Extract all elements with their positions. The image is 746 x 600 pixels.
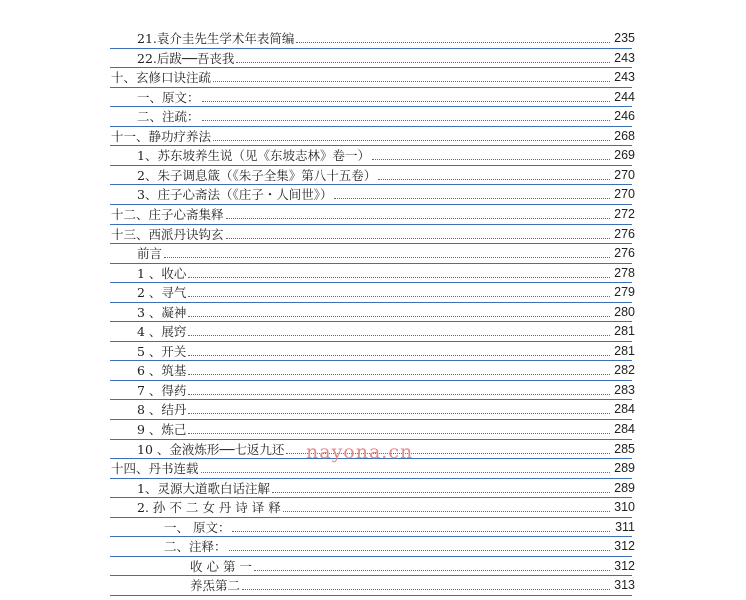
toc-entry-title: 十、玄修口诀注疏: [111, 70, 212, 86]
toc-entry-title: 十三、西派丹诀钩玄: [111, 226, 224, 242]
toc-entry[interactable]: [0, 127, 746, 147]
toc-leader-dots: [254, 570, 610, 571]
toc-entry-title: 5 、开关: [137, 343, 187, 359]
toc-entry-title: 十四、丹书连载: [111, 461, 199, 477]
toc-entry-title: 4 、展窍: [137, 324, 187, 340]
toc-leader-dots: [283, 511, 610, 512]
toc-entry-title: 养炁第二: [190, 578, 241, 594]
toc-leader-dots: [188, 433, 610, 434]
toc-leader-dots: [378, 179, 610, 180]
toc-entry[interactable]: [0, 342, 746, 362]
toc-entry-page: 270: [614, 167, 635, 182]
toc-leader-dots: [229, 550, 610, 551]
toc-entry-title: 2 、寻气: [137, 285, 187, 301]
toc-leader-dots: [202, 101, 610, 102]
toc-entry-page: 284: [614, 422, 635, 436]
toc-leader-dots: [188, 394, 610, 395]
toc-entry[interactable]: [0, 68, 746, 88]
toc-entry[interactable]: [0, 361, 746, 381]
toc-entry-page: 312: [614, 558, 635, 573]
toc-entry-page: 282: [614, 363, 635, 378]
toc-entry-page: 284: [614, 402, 635, 417]
toc-leader-dots: [372, 159, 610, 160]
toc-entry[interactable]: [0, 322, 746, 342]
toc-entry[interactable]: [0, 537, 746, 557]
toc-leader-dots: [296, 42, 610, 43]
toc-entry[interactable]: [0, 576, 746, 596]
toc-entry[interactable]: [0, 185, 746, 205]
toc-entry-title: 21.袁介圭先生学术年表简编: [137, 31, 295, 46]
toc-entry-title: 2、朱子调息箴（《朱子全集》第八十五卷）: [137, 167, 377, 183]
toc-entry-title: 一、 原文：: [164, 519, 231, 535]
toc-entry-title: 1 、收心: [137, 265, 187, 281]
toc-entry[interactable]: [0, 146, 746, 166]
toc-entry-title: 二、注释：: [164, 539, 227, 555]
toc-leader-dots: [188, 335, 610, 336]
toc-entry-title: 前言: [137, 246, 163, 262]
toc-entry[interactable]: [0, 400, 746, 420]
toc-entry-title: 1、苏东坡养生说（见《东坡志林》卷一）: [137, 148, 370, 164]
toc-entry[interactable]: [0, 29, 746, 49]
toc-entry[interactable]: [0, 205, 746, 225]
toc-leader-dots: [213, 81, 610, 82]
toc-leader-dots: [272, 492, 610, 493]
toc-entry[interactable]: [0, 479, 746, 499]
toc-entry-page: 276: [614, 226, 635, 241]
toc-entry-page: 281: [614, 324, 635, 339]
toc-entry-page: 276: [614, 246, 635, 261]
toc-entry[interactable]: [0, 244, 746, 264]
toc-entry[interactable]: [0, 420, 746, 440]
toc-entry-page: 279: [614, 285, 635, 300]
toc-entry-title: 6 、筑基: [137, 363, 187, 379]
toc-leader-dots: [164, 257, 610, 258]
toc-entry[interactable]: [0, 264, 746, 284]
toc-entry[interactable]: [0, 381, 746, 401]
toc-separator: [110, 595, 632, 596]
toc-leader-dots: [202, 120, 610, 121]
toc-entry-title: 一、原文：: [137, 89, 200, 105]
toc-entry-page: 269: [614, 148, 635, 163]
toc-leader-dots: [188, 413, 610, 414]
toc-leader-dots: [201, 472, 610, 473]
toc-entry-page: 280: [614, 304, 635, 319]
toc-entry[interactable]: [0, 49, 746, 69]
toc-leader-dots: [334, 198, 610, 199]
toc-entry-title: 10 、金液炼形──七返九还: [137, 441, 285, 457]
toc-leader-dots: [188, 374, 610, 375]
toc-entry[interactable]: [0, 557, 746, 577]
toc-entry-page: 243: [614, 70, 635, 85]
toc-leader-dots: [236, 62, 610, 63]
toc-entry-page: 244: [614, 89, 635, 104]
toc-entry[interactable]: [0, 88, 746, 108]
toc-leader-dots: [232, 531, 610, 532]
toc-entry-title: 8 、结丹: [137, 402, 187, 418]
toc-entry-title: 收 心 第 一: [190, 558, 252, 574]
toc-leader-dots: [188, 296, 610, 297]
toc-entry-page: 246: [614, 109, 635, 124]
toc-entry-page: 268: [614, 128, 635, 143]
toc-entry-page: 312: [614, 539, 635, 554]
toc-entry[interactable]: [0, 225, 746, 245]
toc-entry-page: 278: [614, 265, 635, 280]
toc-leader-dots: [242, 589, 610, 590]
toc-leader-dots: [226, 238, 610, 239]
toc-leader-dots: [188, 355, 610, 356]
toc-entry-title: 1、灵源大道歌白话注解: [137, 480, 270, 496]
toc-entry-title: 3、庄子心斋法（《庄子・人间世》）: [137, 187, 333, 203]
toc-entry-title: 3 、凝神: [137, 304, 187, 320]
toc-entry-page: 311: [615, 519, 635, 534]
toc-entry-page: 285: [614, 441, 635, 456]
toc-entry-title: 二、注疏：: [137, 109, 200, 125]
watermark: nayona.cn: [306, 441, 414, 463]
toc-entry-page: 235: [614, 31, 635, 45]
toc-entry[interactable]: [0, 283, 746, 303]
toc-entry-page: 243: [614, 50, 635, 65]
toc-leader-dots: [188, 277, 610, 278]
toc-entry-title: 22.后跋──吾丧我: [137, 50, 235, 66]
toc-leader-dots: [213, 140, 610, 141]
toc-entry[interactable]: [0, 303, 746, 323]
toc-entry-page: 289: [614, 480, 635, 495]
toc-entry-title: 7 、得药: [137, 382, 187, 398]
toc-entry-page: 272: [614, 206, 635, 221]
toc-entry-title: 2. 孙 不 二 女 丹 诗 译 释: [137, 500, 281, 516]
toc-entry[interactable]: [0, 518, 746, 538]
toc-entry-title: 十二、庄子心斋集释: [111, 206, 224, 222]
toc-entry-page: 310: [614, 500, 635, 515]
toc-leader-dots: [188, 316, 610, 317]
toc-entry-page: 283: [614, 382, 635, 397]
toc-entry-title: 十一、静功疗养法: [111, 128, 212, 144]
toc-entry[interactable]: [0, 107, 746, 127]
toc-entry[interactable]: [0, 498, 746, 518]
toc-entry-page: 270: [614, 187, 635, 202]
toc-entry[interactable]: [0, 166, 746, 186]
toc-entry-title: 9 、炼己: [137, 422, 187, 437]
toc-leader-dots: [226, 218, 610, 219]
toc-entry-page: 281: [614, 343, 635, 358]
toc-entry-page: 313: [614, 578, 635, 593]
toc-entry-page: 289: [614, 461, 635, 476]
